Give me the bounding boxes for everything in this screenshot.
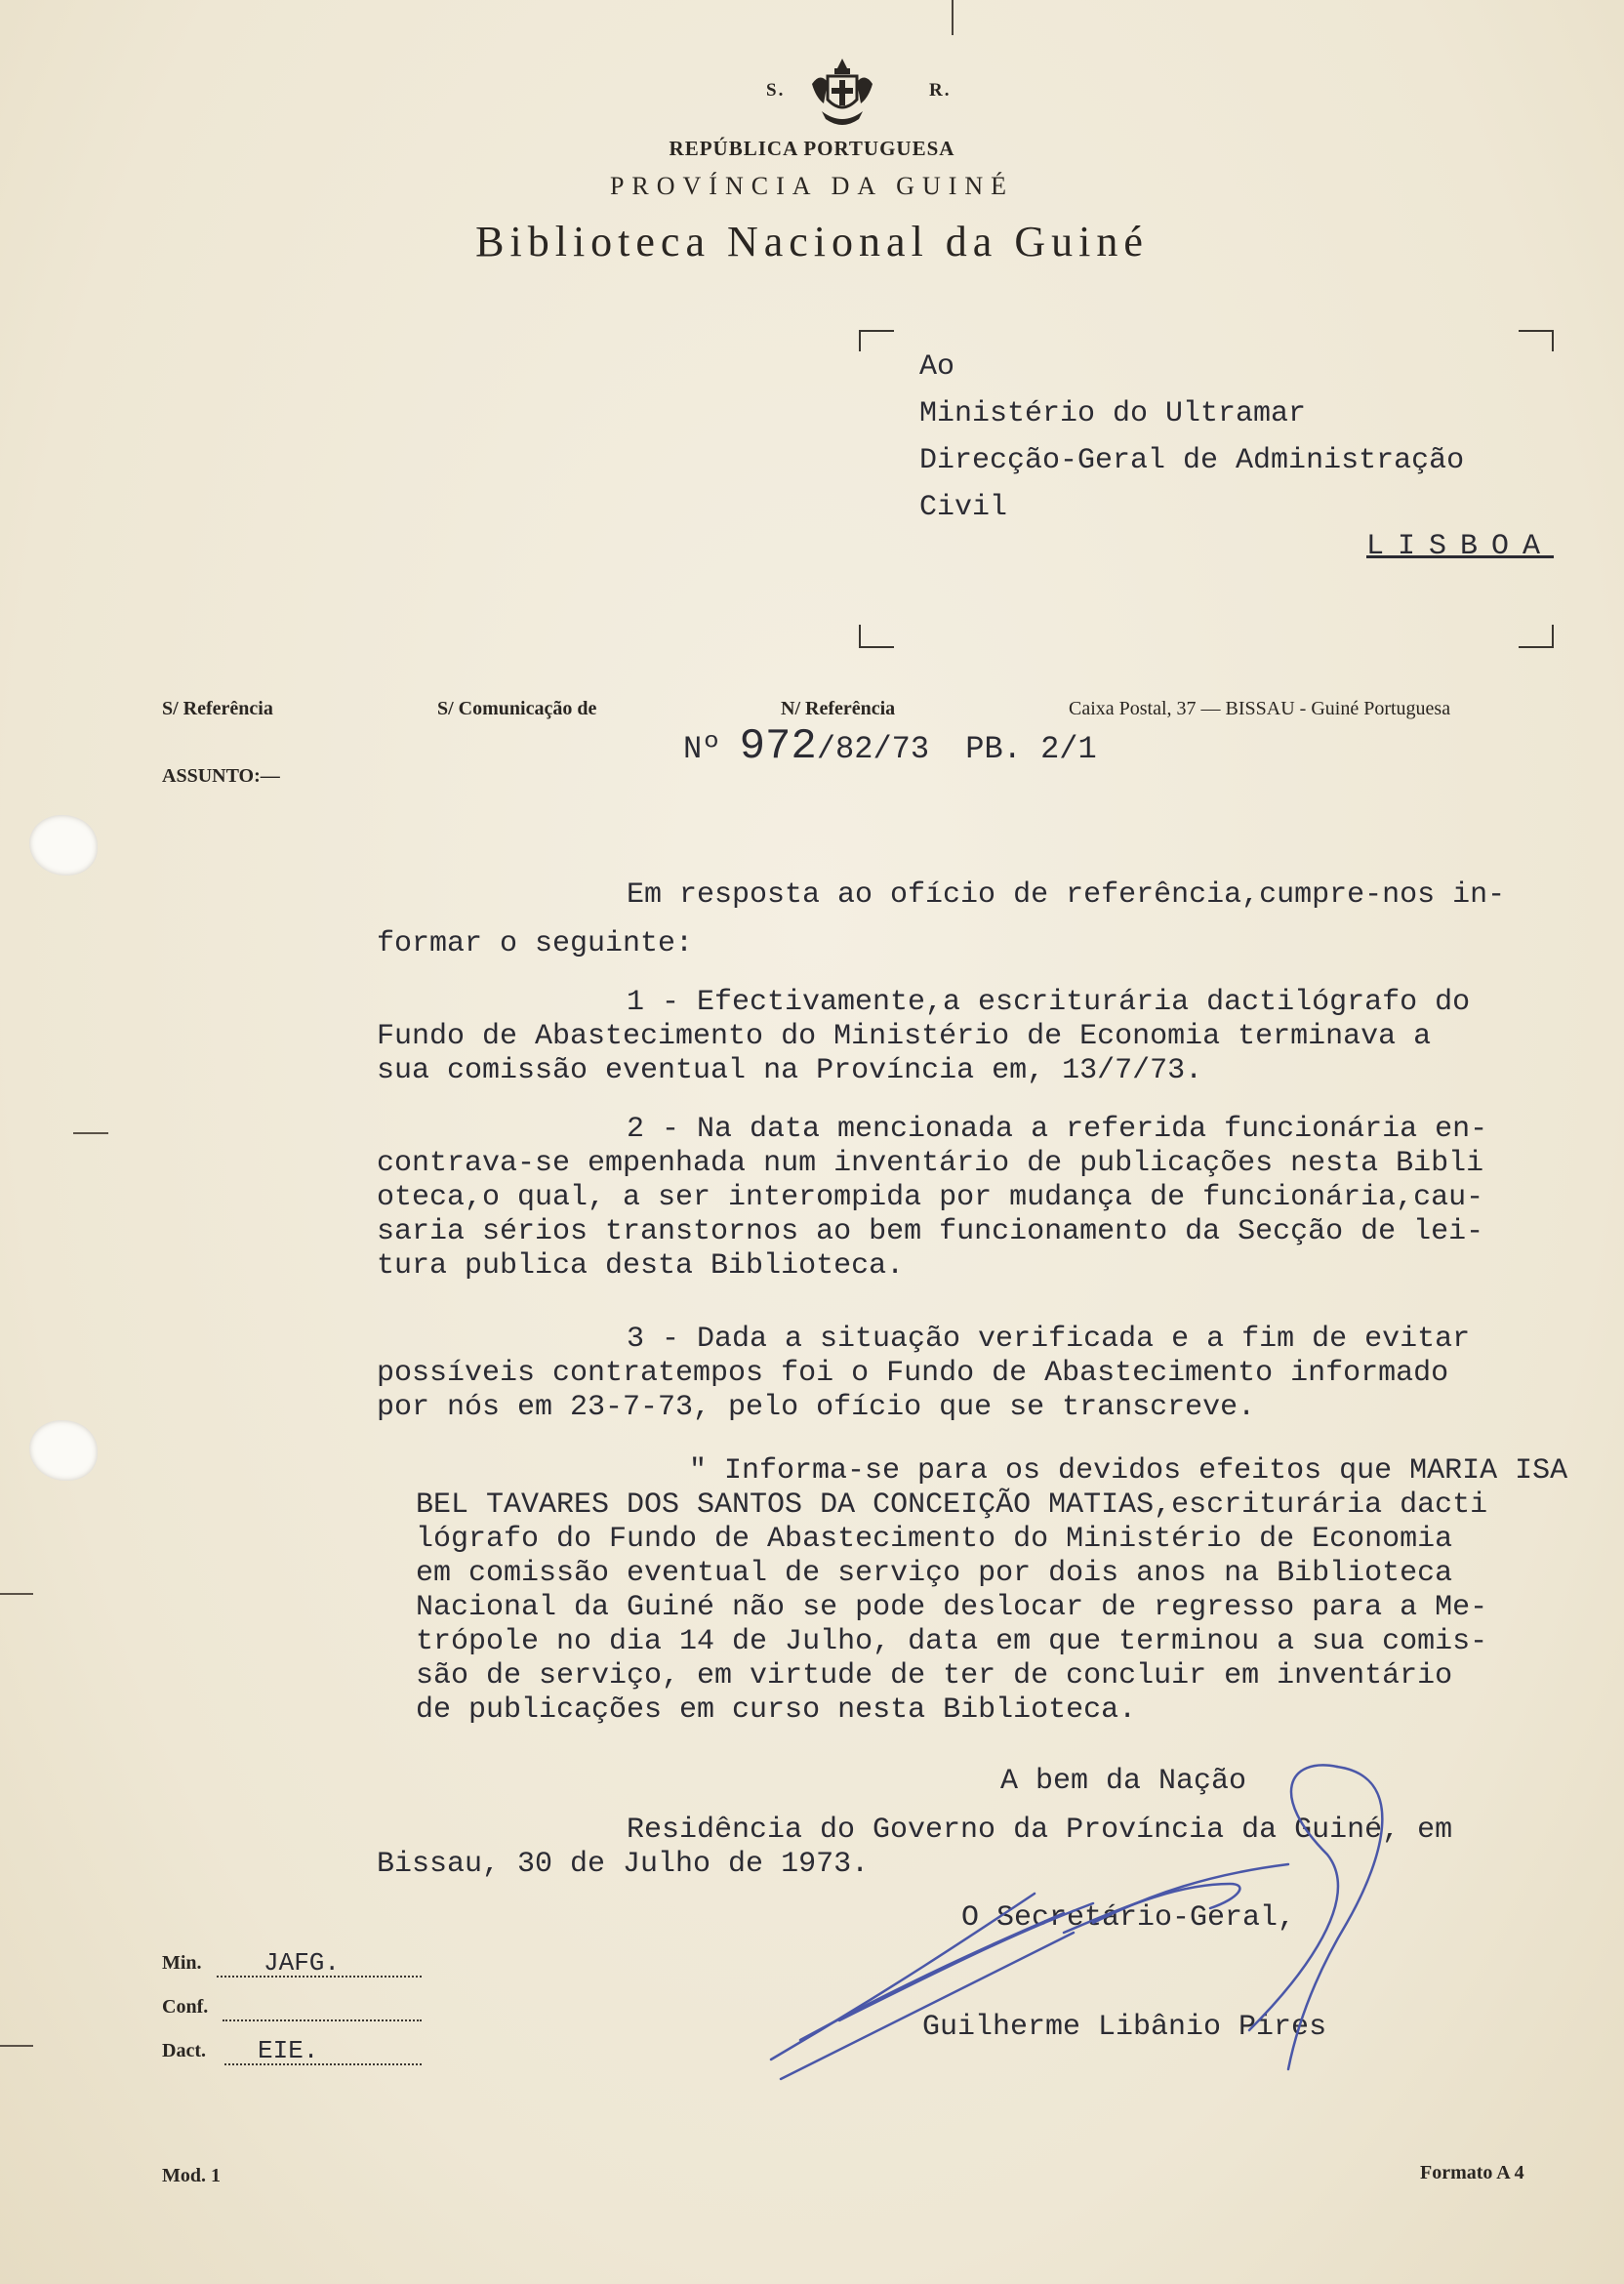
quote-line-2: BEL TAVARES DOS SANTOS DA CONCEIÇÃO MATIAS,escriturária dacti [416, 1489, 1488, 1522]
closing-title: O Secretário-Geral, [961, 1901, 1296, 1935]
footer-dact-label: Dact. [162, 2040, 206, 2061]
paragraph-3-line-3: por nós em 23-7-73, pelo ofício que se transcreve. [377, 1391, 1256, 1424]
handwritten-signature [742, 1737, 1483, 2108]
reference-number-main: 972 [739, 722, 817, 771]
recipient-city: LISBOA [1366, 530, 1555, 563]
footer-min-label: Min. [162, 1952, 202, 1974]
recipient-line-1: Ao [919, 350, 955, 384]
label-s-referencia: S/ Referência [162, 698, 273, 719]
intro-line-2: formar o seguinte: [377, 927, 694, 960]
footer-min-value: JAFG. [264, 1948, 341, 1978]
reference-pb: PB. 2/1 [965, 731, 1097, 767]
fold-mark [952, 0, 954, 35]
letterhead-s: S. [766, 80, 786, 101]
letterhead-republic: REPÚBLICA PORTUGUESA [669, 137, 955, 160]
label-s-comunicacao: S/ Comunicação de [437, 698, 597, 719]
footer-dact-value: EIE. [258, 2036, 319, 2065]
reference-number-prefix: Nº [683, 731, 721, 767]
closing-place-line-1: Residência do Governo da Província da Guiné, em [627, 1814, 1453, 1847]
signatory-name: Guilherme Libânio Pires [922, 2011, 1327, 2044]
paragraph-3-line-2: possíveis contratempos foi o Fundo de Abastecimento informado [377, 1357, 1449, 1390]
label-assunto: ASSUNTO:— [162, 765, 280, 787]
coat-of-arms-emblem [808, 55, 876, 133]
reference-number-rest: /82/73 [816, 731, 930, 767]
paragraph-2-line-1: 2 - Na data mencionada a referida funcionária en- [627, 1113, 1488, 1146]
footer-model: Mod. 1 [162, 2165, 221, 2186]
paragraph-1-line-1: 1 - Efectivamente,a escriturária dactilógrafo do [627, 986, 1471, 1019]
quote-line-8: de publicações em curso nesta Biblioteca. [416, 1693, 1137, 1727]
address-corner-tr [1519, 330, 1554, 351]
paragraph-2-line-2: contrava-se empenhada num inventário de publicações nesta Bibli [377, 1147, 1484, 1180]
recipient-line-4: Civil [919, 491, 1008, 524]
paragraph-2-line-3: oteca,o qual, a ser interompida por mudança de funcionária,cau- [377, 1181, 1484, 1214]
recipient-line-3: Direcção-Geral de Administração [919, 444, 1465, 477]
punch-hole-top [29, 815, 98, 876]
punch-hole-bottom [29, 1420, 98, 1481]
paragraph-2-line-4: saria sérios transtornos ao bem funcionamento da Secção de lei- [377, 1215, 1484, 1248]
footer-dact-line [224, 2063, 422, 2065]
footer-conf-line [223, 2019, 422, 2021]
footer-format: Formato A 4 [1420, 2162, 1524, 2183]
intro-line-1: Em resposta ao ofício de referência,cumpre-nos in- [627, 878, 1506, 912]
letterhead-province: PROVÍNCIA DA GUINÉ [609, 172, 1015, 200]
address-corner-br [1519, 625, 1554, 648]
quote-line-4: em comissão eventual de serviço por dois anos na Biblioteca [416, 1557, 1453, 1590]
closing-place-line-2: Bissau, 30 de Julho de 1973. [377, 1848, 870, 1881]
margin-mark [0, 1593, 33, 1595]
quote-line-7: são de serviço, em virtude de ter de concluir em inventário [416, 1659, 1453, 1693]
quote-line-3: lógrafo do Fundo de Abastecimento do Ministério de Economia [416, 1523, 1453, 1556]
paragraph-1-line-2: Fundo de Abastecimento do Ministério de Economia terminava a [377, 1020, 1432, 1053]
closing-salutation: A bem da Nação [1000, 1765, 1247, 1798]
label-caixa-postal: Caixa Postal, 37 — BISSAU - Guiné Portuguesa [1069, 698, 1451, 719]
quote-line-5: Nacional da Guiné não se pode deslocar de regresso para a Me- [416, 1591, 1488, 1624]
recipient-line-2: Ministério do Ultramar [919, 397, 1307, 430]
footer-conf-label: Conf. [162, 1996, 209, 2018]
quote-line-6: trópole no dia 14 de Julho, data em que terminou a sua comis- [416, 1625, 1488, 1658]
address-corner-bl [859, 625, 894, 648]
margin-mark [0, 2045, 33, 2047]
reference-number [683, 722, 1097, 771]
address-corner-tl [859, 330, 894, 351]
label-n-referencia: N/ Referência [781, 698, 896, 719]
paragraph-2-line-5: tura publica desta Biblioteca. [377, 1249, 905, 1283]
letterhead-institution: Biblioteca Nacional da Guiné [475, 218, 1149, 265]
paragraph-1-line-3: sua comissão eventual na Província em, 13/7/73. [377, 1054, 1203, 1087]
quote-line-1: " Informa-se para os devidos efeitos que MARIA ISA [689, 1454, 1568, 1488]
margin-mark [73, 1132, 108, 1134]
letterhead-r: R. [929, 80, 952, 101]
paragraph-3-line-1: 3 - Dada a situação verificada e a fim de evitar [627, 1323, 1471, 1356]
